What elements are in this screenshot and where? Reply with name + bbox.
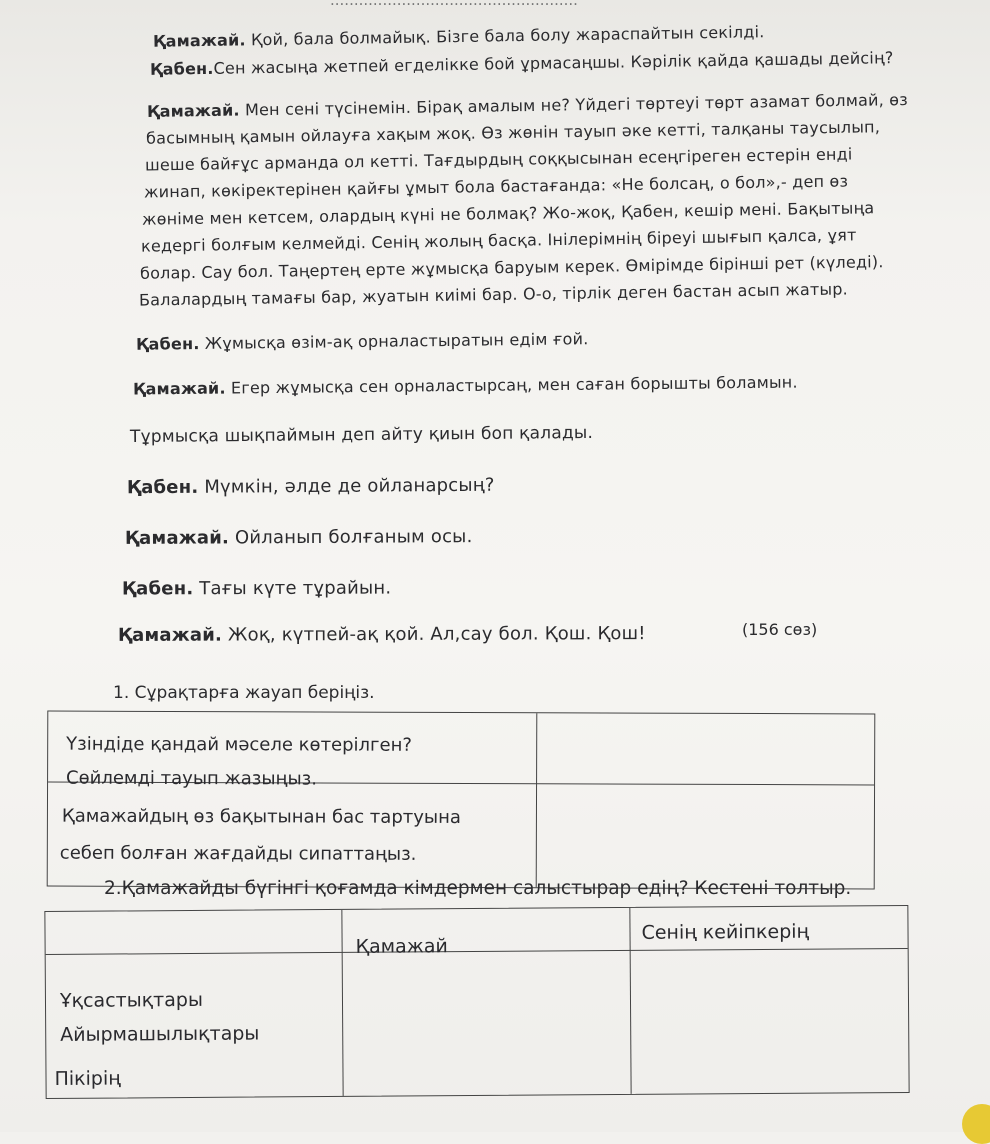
task2-title: 2.Қамажайды бүгінгі қоғамда кімдермен салыстырар едің? Кестені толтыр. [104, 878, 852, 899]
cut-off-header: .................................................... [330, 0, 578, 9]
paragraph-line: болар. Сау бол. Таңертең ерте жұмысқа баруым керек. Өмірімде бірінші рет (күледі). [139, 252, 884, 283]
table-divider [536, 713, 538, 887]
question-cell: себеп болған жағдайды сипаттаңыз. [59, 842, 417, 865]
dialogue-line: Қамажай. Қой, бала болмайық. Бізге бала болу жараспайтын секілді. [152, 22, 765, 51]
row-similarities: Ұқсастықтары [59, 988, 203, 1012]
task1-title: 1. Сұрақтарға жауап беріңіз. [113, 683, 375, 703]
question-cell: Сөйлемді тауып жазыңыз. [66, 767, 318, 790]
paragraph-line: жөніме мен кетсем, олардың күні не болмақ? Жо-жоқ, Қабен, кешір мені. Бақытыңа [141, 198, 875, 229]
dialogue-line: Қабен.Сен жасыңа жетпей егделікке бой ұрмасаңшы. Кәрілік қайда қашады дейсің? [149, 48, 894, 79]
questions-table [47, 711, 876, 890]
dialogue-line: Қамажай. Ойланып болғаным осы. [124, 526, 473, 549]
dialogue-line: Қабен. Жұмысқа өзім-ақ орналастыратын едім ғой. [135, 329, 589, 354]
comparison-table [44, 905, 909, 1099]
row-differences: Айырмашылықтары [60, 1022, 260, 1046]
paragraph-line: Балалардың тамағы бар, жуатын киімі бар. О-о, тірлік деген бастан асып жатыр. [138, 279, 849, 310]
word-count: (156 сөз) [742, 620, 818, 639]
paragraph-line: кедергі болғым келмейді. Сенің жолың басқа. Інілерімнің біреуі шығып қалса, ұят [140, 225, 857, 256]
table-header-your-character: Сенің кейіпкерің [641, 920, 810, 944]
table-divider [341, 910, 343, 1096]
corner-sticker [962, 1104, 990, 1144]
paragraph-line: басымның қамын ойлауға хақым жоқ. Өз жөнін тауып әке кетті, талқаны таусылып, [145, 117, 881, 148]
paragraph-line: жинап, көкіректерінен қайғы ұмыт бола бастағанда: «Не болсаң, о бол»,- деп өз [143, 171, 849, 202]
dialogue-line: Қамажай. Мен сені түсінемін. Бірақ амалым не? Үйдегі төртеуі төрт азамат болмай, өз [146, 90, 909, 121]
paragraph-line: Тұрмысқа шықпаймын деп айту қиын боп қалады. [129, 422, 594, 448]
table-divider [46, 948, 908, 955]
question-cell: Үзіндіде қандай мәселе көтерілген? [66, 733, 412, 756]
row-opinion: Пікірің [54, 1067, 121, 1090]
dialogue-line: Қамажай. Жоқ, күтпей-ақ қой. Ал,сау бол. Қош. Қош! [117, 623, 646, 646]
table-divider [629, 908, 631, 1094]
table-header-kamazhai: Қамажай [355, 935, 448, 958]
dialogue-line: Қабен. Мүмкін, әлде де ойланарсың? [126, 474, 495, 499]
dialogue-line: Қабен. Тағы күте тұрайын. [121, 577, 392, 600]
question-cell: Қамажайдың өз бақытынан бас тартуына [61, 805, 461, 828]
paragraph-line: шеше байғұс арманда ол кетті. Тағдырдың соққысынан есеңгіреген естерін енді [144, 144, 853, 175]
dialogue-line: Қамажай. Егер жұмысқа сен орналастырсаң, мен саған борышты боламын. [132, 372, 798, 399]
